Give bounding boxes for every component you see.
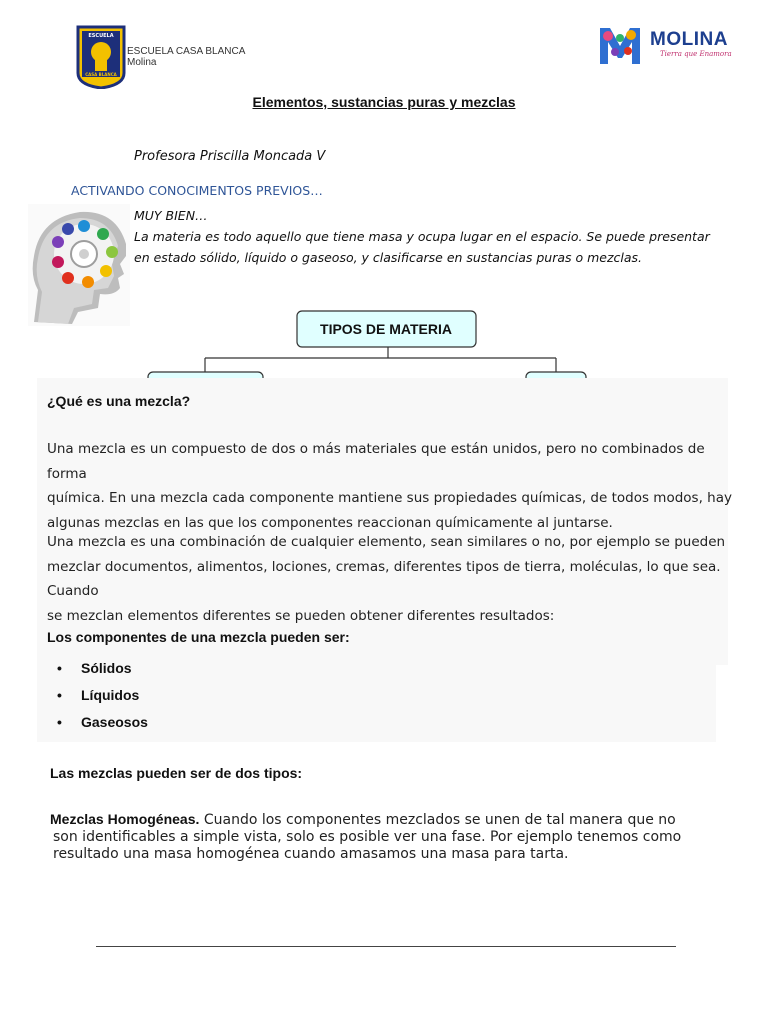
intro-line: en estado sólido, líquido o gaseoso, y clasificarse en sustancias puras o mezclas. bbox=[134, 250, 643, 265]
paragraph-line: algunas mezclas en las que los componentes reaccionan químicamente al juntarse. bbox=[47, 514, 613, 531]
paragraph-line: química. En una mezcla cada componente mantiene sus propiedades químicas, de todos modos, hay bbox=[47, 490, 732, 506]
section-question: ¿Qué es una mezcla? bbox=[47, 393, 191, 409]
document-title: Elementos, sustancias puras y mezclas bbox=[252, 94, 516, 110]
homogeneous-paragraph bbox=[50, 811, 700, 863]
paragraph-line: Una mezcla es un compuesto de dos o más materiales que están unidos, pero no combinados de forma bbox=[47, 441, 705, 482]
school-name: ESCUELA CASA BLANCA bbox=[127, 46, 246, 57]
paragraph-definition bbox=[47, 437, 732, 535]
bullet-icon: • bbox=[57, 660, 62, 676]
teacher-name: Profesora Priscilla Moncada V bbox=[134, 149, 326, 164]
list-item bbox=[57, 656, 148, 683]
components-list bbox=[57, 656, 148, 737]
paragraph-line: se mezclan elementos diferentes se pueden obtener diferentes resultados: bbox=[47, 607, 555, 624]
homogeneous-label: Mezclas Homogéneas. bbox=[50, 811, 200, 827]
brand-tagline: Tierra que Enamora bbox=[660, 50, 732, 58]
school-name-block bbox=[127, 46, 245, 68]
paragraph-line: Una mezcla es una combinación de cualquier elemento, sean similares o no, por ejemplo se pueden bbox=[47, 534, 726, 550]
components-title: Los componentes de una mezcla pueden ser: bbox=[47, 629, 350, 645]
paragraph-line: son identificables a simple vista, solo es posible ver una fase. Por ejemplo tenemos como bbox=[53, 829, 682, 845]
paragraph-combination bbox=[47, 530, 732, 628]
list-item bbox=[57, 710, 148, 737]
intro-line: MUY BIEN… bbox=[134, 208, 208, 223]
list-item-label: Líquidos bbox=[81, 687, 140, 703]
paragraph-line: mezclar documentos, alimentos, lociones, cremas, diferentes tipos de tierra, moléculas, lo que sea. Cuando bbox=[47, 558, 721, 599]
list-item-label: Gaseosos bbox=[81, 714, 148, 730]
bullet-icon: • bbox=[57, 687, 62, 703]
prior-knowledge-heading: ACTIVANDO CONOCIMENTOS PREVIOS… bbox=[71, 183, 323, 198]
list-item-label: Sólidos bbox=[81, 660, 132, 676]
brand-name: MOLINA bbox=[650, 29, 728, 50]
school-crest-icon bbox=[76, 25, 126, 89]
types-title: Las mezclas pueden ser de dos tipos: bbox=[50, 765, 303, 781]
bullet-icon: • bbox=[57, 714, 62, 730]
bottom-rule bbox=[96, 946, 676, 947]
list-item bbox=[57, 683, 148, 710]
paragraph-line: Cuando los componentes mezclados se unen de tal manera que no bbox=[199, 812, 676, 828]
intro-text bbox=[134, 205, 714, 268]
diagram-root-label: TIPOS DE MATERIA bbox=[320, 321, 452, 337]
intro-line: La materia es todo aquello que tiene masa y ocupa lugar en el espacio. Se puede presentar bbox=[134, 229, 710, 244]
paragraph-line: resultado una masa homogénea cuando amasamos una masa para tarta. bbox=[53, 846, 569, 862]
school-commune: Molina bbox=[127, 57, 157, 68]
crest-text-top: ESCUELA bbox=[88, 33, 114, 39]
head-gears-icon bbox=[28, 204, 130, 326]
crest-text-bottom: CASA BLANCA bbox=[85, 72, 117, 77]
